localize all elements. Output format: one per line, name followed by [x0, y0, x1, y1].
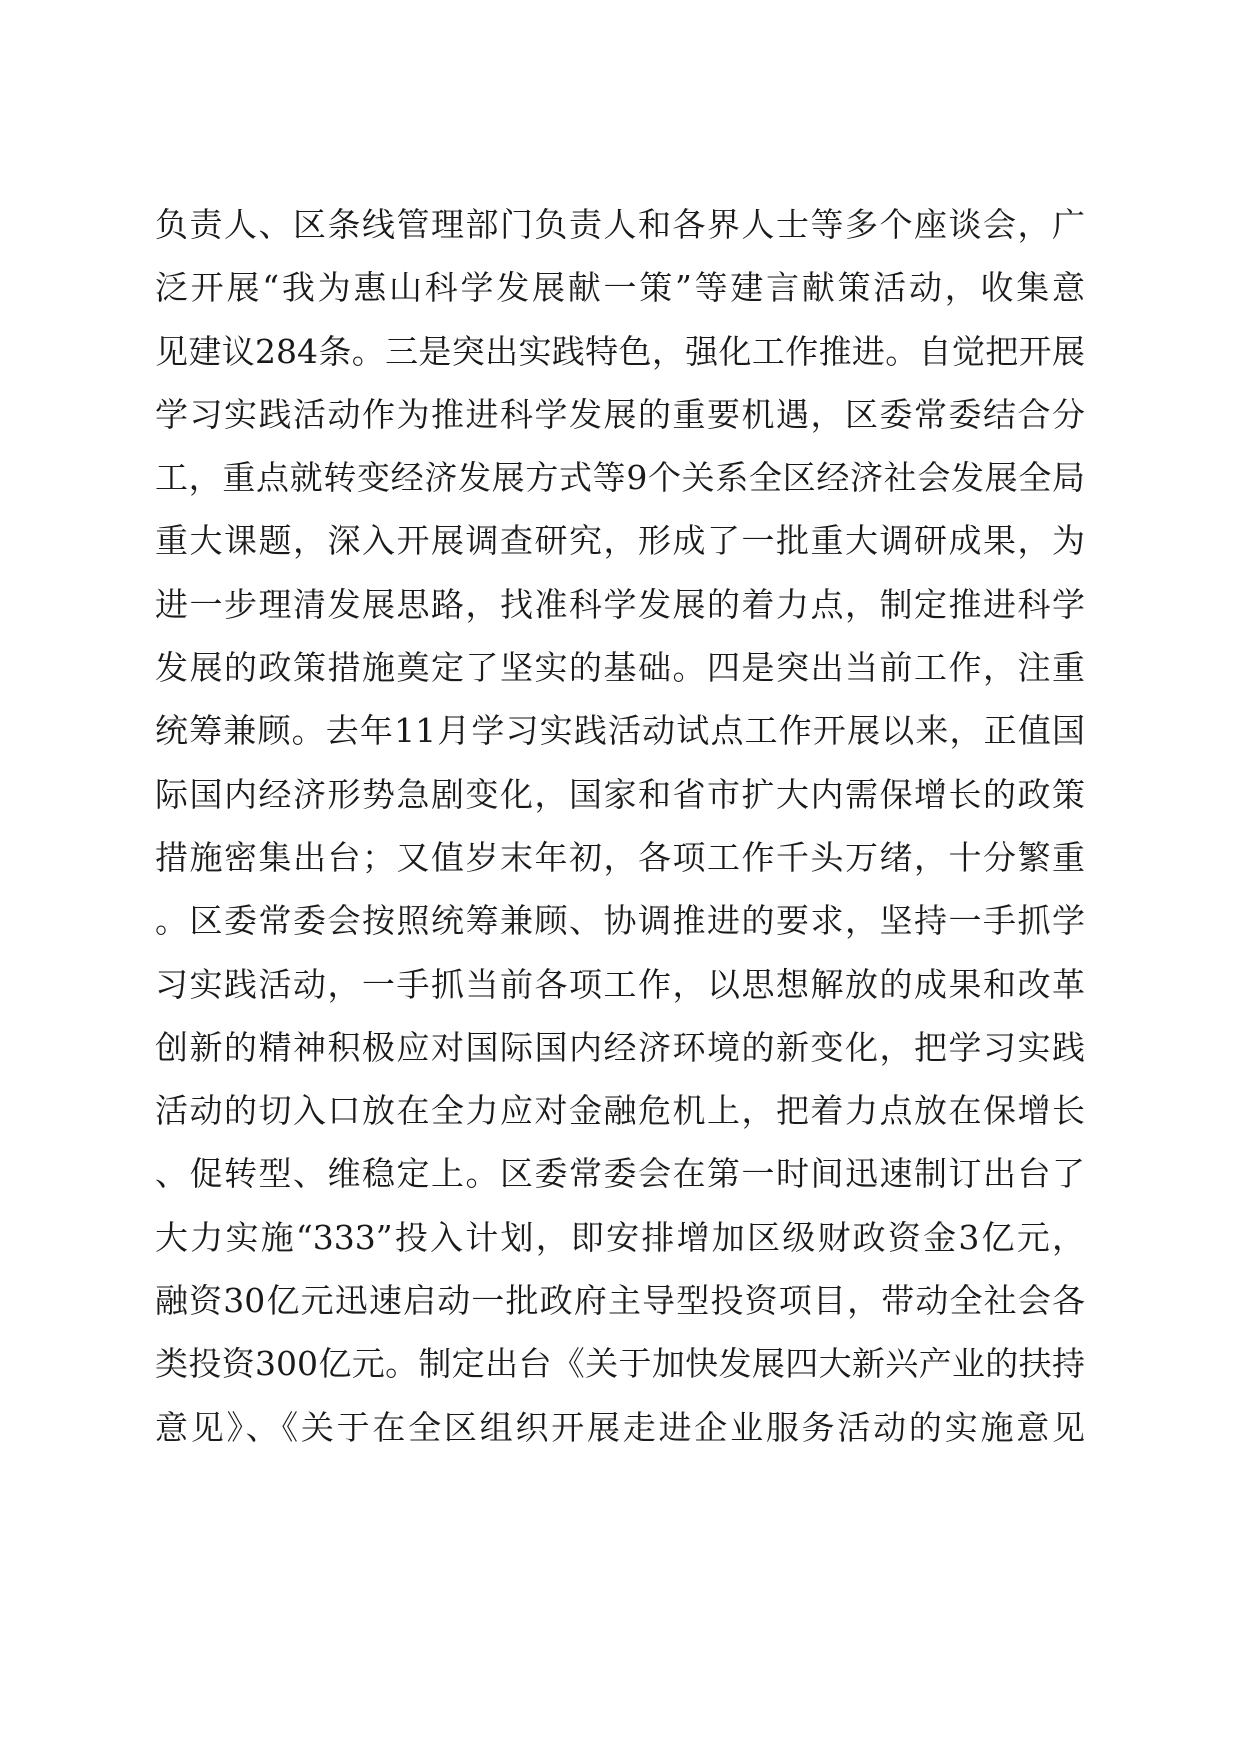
text-line: 工，重点就转变经济发展方式等9个关系全区经济社会发展全局: [155, 458, 1085, 498]
text-line: 意见》、《关于在全区组织开展走进企业服务活动的实施意见: [155, 1407, 1085, 1447]
text-line: 际国内经济形势急剧变化，国家和省市扩大内需保增长的政策: [155, 774, 1085, 814]
text-line: 发展的政策措施奠定了坚实的基础。四是突出当前工作，注重: [155, 648, 1085, 688]
text-line: 统筹兼顾。去年11月学习实践活动试点工作开展以来，正值国: [155, 711, 1085, 751]
text-line: 、促转型、维稳定上。区委常委会在第一时间迅速制订出台了: [155, 1154, 1085, 1194]
text-line: 重大课题，深入开展调查研究，形成了一批重大调研成果，为: [155, 521, 1085, 561]
text-line: 活动的切入口放在全力应对金融危机上，把着力点放在保增长: [155, 1091, 1085, 1131]
text-line: 泛开展“我为惠山科学发展献一策”等建言献策活动，收集意: [155, 268, 1085, 308]
text-line: 措施密集出台；又值岁末年初，各项工作千头万绪，十分繁重: [155, 837, 1085, 877]
text-line: 见建议284条。三是突出实践特色，强化工作推进。自觉把开展: [155, 331, 1085, 371]
text-line: 负责人、区条线管理部门负责人和各界人士等多个座谈会，广: [155, 205, 1085, 244]
text-line: 学习实践活动作为推进科学发展的重要机遇，区委常委结合分: [155, 394, 1085, 434]
text-line: 进一步理清发展思路，找准科学发展的着力点，制定推进科学: [155, 584, 1085, 624]
body-text: [155, 193, 1085, 1459]
text-line: 。区委常委会按照统筹兼顾、协调推进的要求，坚持一手抓学: [155, 901, 1085, 941]
text-line: 创新的精神积极应对国际国内经济环境的新变化，把学习实践: [155, 1027, 1085, 1067]
text-line: 习实践活动，一手抓当前各项工作，以思想解放的成果和改革: [155, 964, 1085, 1004]
text-line: 融资30亿元迅速启动一批政府主导型投资项目，带动全社会各: [155, 1281, 1085, 1321]
text-line: 大力实施“333”投入计划，即安排增加区级财政资金3亿元，: [155, 1217, 1085, 1257]
text-line: 类投资300亿元。制定出台《关于加快发展四大新兴产业的扶持: [155, 1344, 1085, 1384]
